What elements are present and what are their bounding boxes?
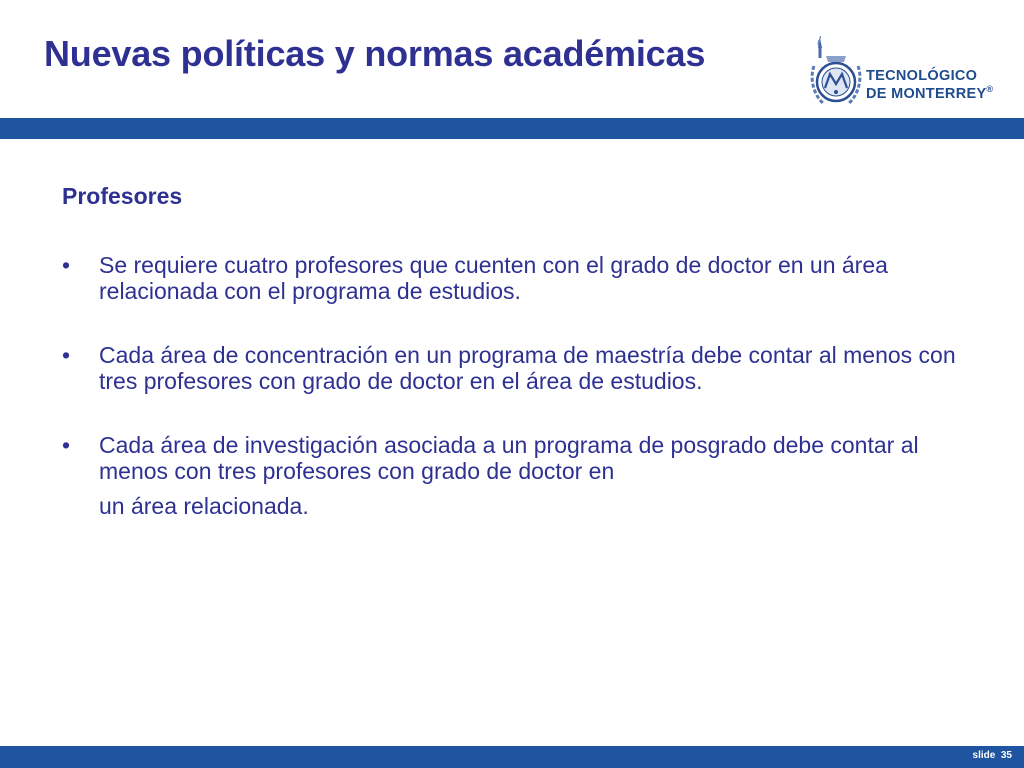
bullet-marker: • <box>62 432 71 458</box>
section-heading: Profesores <box>62 183 183 209</box>
logo-line-2-text: DE MONTERREY <box>866 86 987 102</box>
slide-number: 35 <box>1000 750 1012 761</box>
logo-line-2 <box>866 85 993 103</box>
bullet-list <box>62 252 962 557</box>
bullet-item-3 <box>62 432 962 519</box>
bullet-marker: • <box>62 342 71 368</box>
logo-wordmark <box>866 67 993 103</box>
bullet-text-2: Cada área de concentración en un programa de maestría debe contar al menos con tres profesores con grado de doctor en el área de estudios. <box>99 342 956 394</box>
bullet-item-2 <box>62 342 962 394</box>
slide-number-label <box>973 750 1012 761</box>
bullet-text-3-wrapper <box>99 432 962 519</box>
registered-mark: ® <box>986 84 994 95</box>
bullet-text-3-last-line: un área relacionada. <box>99 493 309 519</box>
slide-label: slide <box>972 750 996 761</box>
institution-logo <box>806 36 1006 112</box>
header-divider-band <box>0 118 1024 139</box>
bullet-text-3: Cada área de investigación asociada a un programa de posgrado debe contar al menos con tres profesores con grado de doctor en <box>99 432 919 484</box>
bullet-item-1 <box>62 252 962 304</box>
logo-line-1: TECNOLÓGICO <box>866 68 978 84</box>
bullet-text-1: Se requiere cuatro profesores que cuenten con el grado de doctor en un área relacionada con el programa de estudios. <box>99 252 888 304</box>
slide-title: Nuevas políticas y normas académicas <box>44 33 706 74</box>
footer-band <box>0 746 1024 768</box>
bullet-marker: • <box>62 252 71 278</box>
institution-seal-icon <box>806 36 866 110</box>
